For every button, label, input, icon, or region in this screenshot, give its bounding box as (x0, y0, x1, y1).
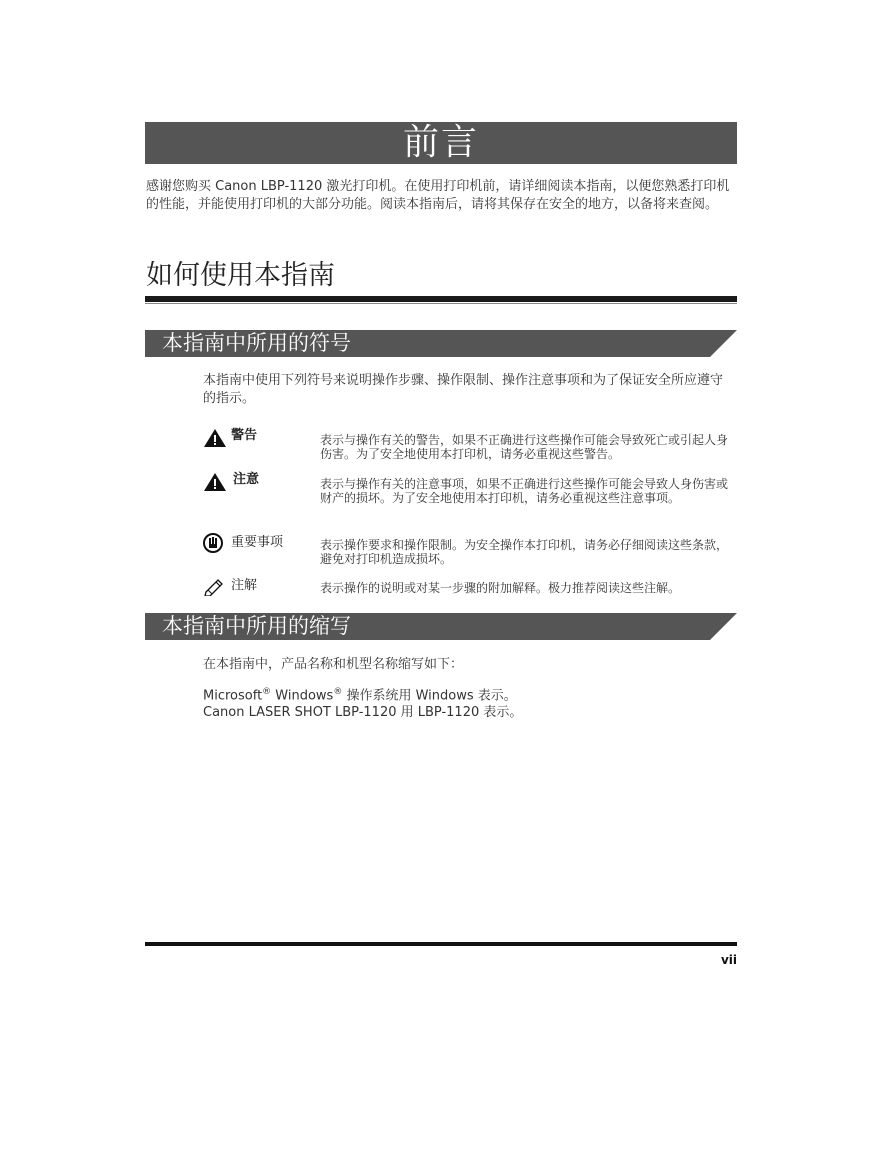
abbreviations-intro: 在本指南中，产品名称和机型名称缩写如下： (203, 657, 464, 672)
preface-title-banner (145, 122, 737, 164)
subheading-bar-abbreviations (145, 613, 737, 640)
text-windows: Windows (271, 688, 334, 704)
preface-title: 前言 (402, 122, 479, 163)
caution-triangle-icon (203, 472, 227, 492)
page-number: vii (720, 953, 737, 967)
symbol-desc-caution: 表示与操作有关的注意事项，如果不正确进行这些操作可能会导致人身伤害或财产的损坏。为了安全地使用本打印机，请务必重视这些注意事项。 (320, 477, 729, 505)
symbol-label-warning: 警告 (231, 428, 258, 443)
symbol-label-important: 重要事项 (231, 535, 284, 550)
footer-rule (145, 942, 737, 946)
section-divider (145, 296, 737, 302)
symbols-intro: 本指南中使用下列符号来说明操作步骤、操作限制、操作注意事项和为了保证安全所应遵守的指示。 (203, 373, 724, 406)
hand-stop-icon (203, 533, 225, 553)
symbol-desc-note: 表示操作的说明或对某一步骤的附加解释。极力推荐阅读这些注解。 (320, 581, 681, 595)
abbreviation-line-lbp: Canon LASER SHOT LBP-1120 用 LBP-1120 表示。 (203, 705, 523, 720)
subheading-abbreviations: 本指南中所用的缩写 (162, 614, 351, 638)
subheading-bar-symbols (145, 330, 737, 357)
symbol-label-caution: 注意 (233, 472, 260, 487)
text-windows-abbrev: 操作系统用 Windows 表示。 (342, 688, 517, 704)
abbreviation-line-windows (203, 683, 733, 705)
registered-mark: ® (262, 687, 272, 697)
registered-mark: ® (333, 687, 343, 697)
symbol-desc-warning: 表示与操作有关的警告，如果不正确进行这些操作可能会导致死亡或引起人身伤害。为了安全地使用本打印机，请务必重视这些警告。 (320, 433, 729, 461)
symbol-label-note: 注解 (231, 578, 258, 593)
preface-intro: 感谢您购买 Canon LBP-1120 激光打印机。在使用打印机前，请详细阅读本指南，以便您熟悉打印机的性能，并能使用打印机的大部分功能。阅读本指南后，请将其保存在安全的地方，以备将来查阅。 (146, 179, 730, 212)
pencil-icon (203, 576, 227, 596)
text-microsoft: Microsoft (203, 688, 263, 704)
subheading-symbols: 本指南中所用的符号 (162, 331, 351, 355)
section-title-how-to-use: 如何使用本指南 (146, 260, 335, 291)
warning-triangle-icon (203, 428, 227, 448)
symbol-desc-important: 表示操作要求和操作限制。为安全操作本打印机，请务必仔细阅读这些条款，避免对打印机造成损坏。 (320, 538, 729, 566)
